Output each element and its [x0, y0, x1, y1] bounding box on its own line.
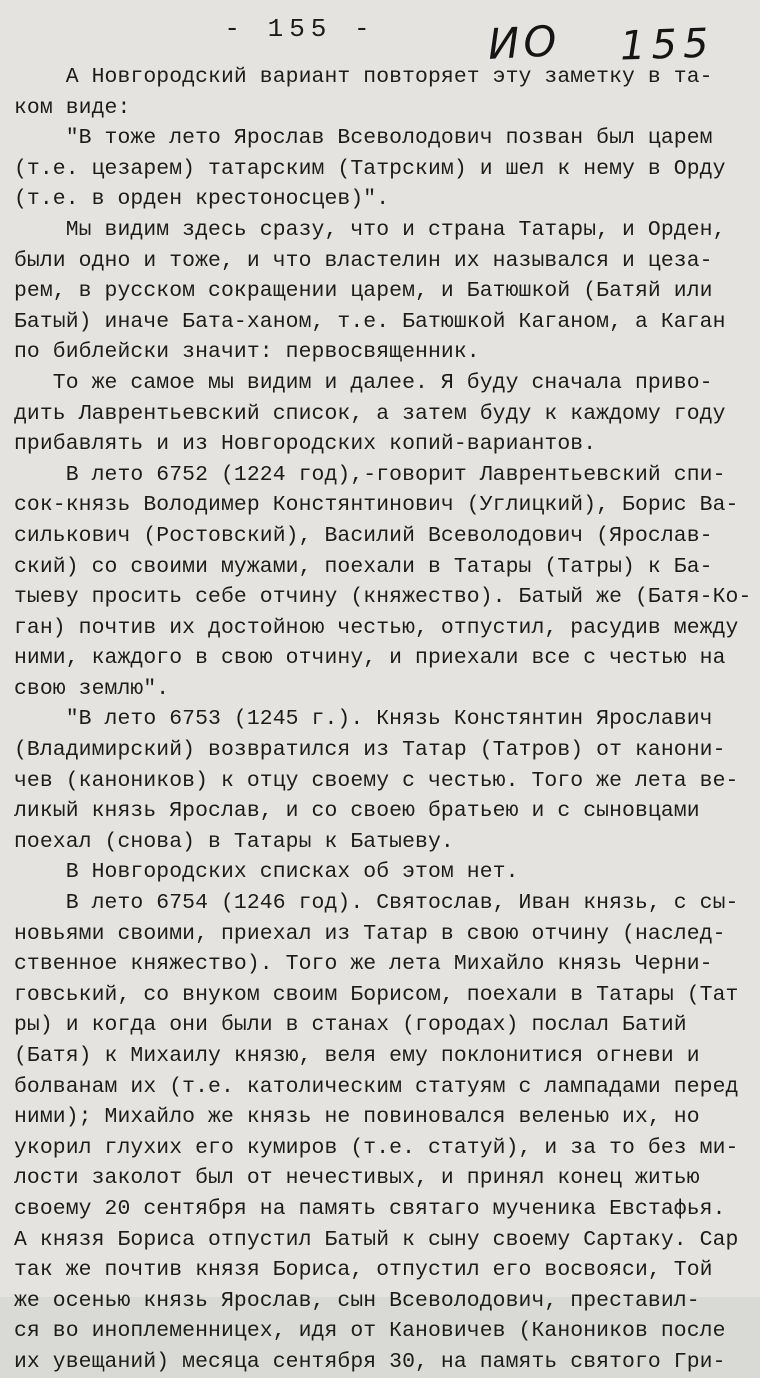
text-line: ними, каждого в свою отчину, и приехали все с честью на [14, 646, 726, 671]
text-line: В лето 6752 (1224 год),-говорит Лаврентьевский спи- [14, 462, 726, 487]
text-line: своему 20 сентября на память святаго мученика Евстафья. [14, 1196, 726, 1221]
text-line: поехал (снова) в Татары к Батыеву. [14, 829, 454, 854]
text-line: чев (каноников) к отцу своему с честью. Того же лета ве- [14, 768, 739, 793]
text-line: сок-князь Володимер Констянтинович (Углицкий), Борис Ва- [14, 493, 739, 518]
text-line: новьями своими, приехал из Татар в свою отчину (наслед- [14, 921, 726, 946]
text-line: Мы видим здесь сразу, что и страна Татары, и Орден, [14, 217, 726, 242]
text-line: А князя Бориса отпустил Батый к сыну своему Сартаку. Сар [14, 1227, 739, 1252]
text-line: ский) со своими мужами, поехали в Татары (Татры) к Ба- [14, 554, 713, 579]
text-line: ними); Михайло же князь не повиновался веленью их, но [14, 1105, 700, 1130]
text-line: ся во иноплеменницех, идя от Кановичев (Каноников после [14, 1319, 726, 1344]
handwritten-page-number: 155 [619, 20, 716, 70]
typewritten-body [14, 62, 752, 1378]
text-line: ган) почтив их достойною честью, отпустил, расудив между [14, 615, 739, 640]
text-line: ры) и когда они были в станах (городах) послал Батий [14, 1013, 687, 1038]
text-line: по библейски значит: первосвященник. [14, 340, 480, 365]
text-line: То же самое мы видим и далее. Я буду сначала приво- [14, 370, 713, 395]
text-line: рем, в русском сокращении царем, и Батюшкой (Батяй или [14, 279, 713, 304]
text-line: "В тоже лето Ярослав Всеволодович позван был царем [14, 126, 713, 151]
text-line: силькович (Ростовский), Василий Всеволодович (Ярослав- [14, 523, 713, 548]
text-line: ликый князь Ярослав, и со своею братьею и с сыновцами [14, 799, 700, 824]
text-line: укорил глухих его кумиров (т.е. статуй), и за то без ми- [14, 1135, 739, 1160]
page-number: - 155 - [224, 14, 376, 44]
handwritten-archive-mark: ИО [486, 16, 562, 69]
text-line: тыеву просить себе отчину (княжество). Батый же (Батя-Ко- [14, 585, 752, 610]
text-line: Батый) иначе Бата-ханом, т.е. Батюшкой Каганом, а Каган [14, 309, 726, 334]
text-line: свою землю". [14, 676, 170, 701]
text-line: В Новгородских списках об этом нет. [14, 860, 519, 885]
text-line: прибавлять и из Новгородских копий-вариантов. [14, 432, 597, 457]
text-line: ком виде: [14, 95, 131, 120]
text-line: (т.е. в орден крестоносцев)". [14, 187, 390, 212]
text-line: В лето 6754 (1246 год). Святослав, Иван князь, с сы- [14, 891, 739, 916]
text-line: А Новгородский вариант повторяет эту заметку в та- [14, 65, 713, 89]
text-line: же осенью князь Ярослав, сын Всеволодович, преставил- [14, 1288, 700, 1313]
text-line: так же почтив князя Бориса, отпустил его восвояси, Той [14, 1258, 713, 1283]
text-line: ственное княжество). Того же лета Михайло князь Черни- [14, 952, 713, 977]
text-line: "В лето 6753 (1245 г.). Князь Констянтин Ярославич [14, 707, 713, 732]
text-line: (т.е. цезарем) татарским (Татрским) и шел к нему в Орду [14, 156, 726, 181]
text-line: их увещаний) месяца сентября 30, на память святого Гри- [14, 1349, 726, 1374]
text-line: болванам их (т.е. католическим статуям с лампадами перед [14, 1074, 739, 1099]
text-line: лости заколот был от нечестивых, и принял конец житью [14, 1166, 700, 1191]
text-line: были одно и тоже, и что властелин их назывался и цеза- [14, 248, 713, 273]
text-line: (Владимирский) возвратился из Татар (Татров) от канони- [14, 738, 726, 763]
text-line: (Батя) к Михаилу князю, веля ему поклонитися огневи и [14, 1044, 700, 1068]
text-line: дить Лаврентьевский список, а затем буду к каждому году [14, 401, 726, 426]
text-line: говський, со внуком своим Борисом, поехали в Татары (Тат [14, 982, 739, 1007]
